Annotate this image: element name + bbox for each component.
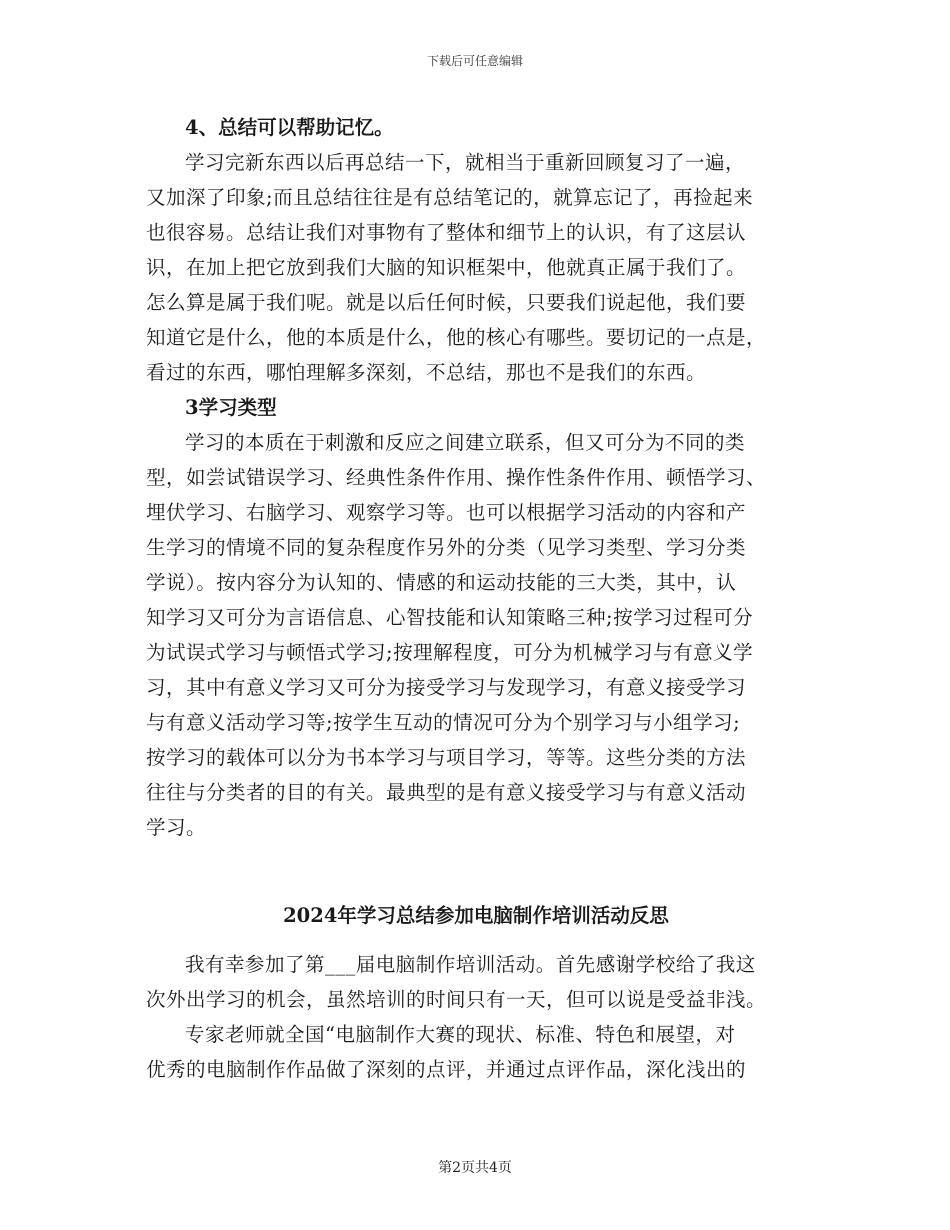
page-footer: 第2页共4页 bbox=[438, 1160, 512, 1176]
section-3-line-11: 往往与分类者的目的有关。最典型的是有意义接受学习与有意义活动 bbox=[146, 781, 747, 804]
section-4-line-2: 又加深了印象;而且总结往往是有总结笔记的，就算忘记了，再捡起来 bbox=[146, 186, 754, 209]
article-para-1-line-1: 我有幸参加了第___届电脑制作培训活动。首先感谢学校给了我这 bbox=[185, 953, 756, 976]
section-3-line-1: 学习的本质在于刺激和反应之间建立联系，但又可分为不同的类 bbox=[185, 431, 746, 454]
section-4-heading: 4、总结可以帮助记忆。 bbox=[185, 116, 394, 139]
section-3-line-9: 与有意义活动学习等;按学生互动的情况可分为个别学习与小组学习; bbox=[146, 711, 741, 734]
section-3-line-5: 学说）。按内容分为认知的、情感的和运动技能的三大类，其中，认 bbox=[146, 571, 737, 594]
section-3-heading: 3学习类型 bbox=[185, 396, 277, 419]
page-header: 下载后可任意编辑 bbox=[426, 54, 523, 68]
section-3-line-8: 习，其中有意义学习又可分为接受学习与发现学习，有意义接受学习 bbox=[146, 676, 747, 699]
article-title: 2024年学习总结参加电脑制作培训活动反思 bbox=[283, 904, 669, 927]
article-para-2-line-1: 专家老师就全国“电脑制作大赛的现状、标准、特色和展望，对 bbox=[185, 1023, 736, 1046]
section-4-line-1: 学习完新东西以后再总结一下，就相当于重新回顾复习了一遍， bbox=[185, 151, 746, 174]
section-3-line-10: 按学习的载体可以分为书本学习与项目学习，等等。这些分类的方法 bbox=[146, 746, 747, 769]
section-3-line-4: 生学习的情境不同的复杂程度作另外的分类（见学习类型、学习分类 bbox=[146, 536, 747, 559]
section-4-line-7: 看过的东西，哪怕理解多深刻，不总结，那也不是我们的东西。 bbox=[146, 361, 707, 384]
section-4-line-4: 识，在加上把它放到我们大脑的知识框架中，他就真正属于我们了。 bbox=[146, 256, 747, 279]
article bbox=[146, 898, 806, 933]
section-4 bbox=[146, 110, 806, 390]
section-3-line-7: 为试误式学习与顿悟式学习;按理解程度，可分为机械学习与有意义学 bbox=[146, 641, 754, 664]
section-3 bbox=[146, 390, 806, 845]
article-body bbox=[146, 947, 806, 1087]
section-4-line-3: 也很容易。总结让我们对事物有了整体和细节上的认识，有了这层认 bbox=[146, 221, 747, 244]
section-3-line-3: 埋伏学习、右脑学习、观察学习等。也可以根据学习活动的内容和产 bbox=[146, 501, 747, 524]
article-para-1-line-2: 次外出学习的机会，虽然培训的时间只有一天，但可以说是受益非浅。 bbox=[146, 988, 767, 1011]
article-para-2-line-2: 优秀的电脑制作作品做了深刻的点评，并通过点评作品，深化浅出的 bbox=[146, 1058, 747, 1081]
section-3-line-12: 学习。 bbox=[146, 816, 207, 839]
section-4-line-5: 怎么算是属于我们呢。就是以后任何时候，只要我们说起他，我们要 bbox=[146, 291, 747, 314]
section-3-line-6: 知学习又可分为言语信息、心智技能和认知策略三种;按学习过程可分 bbox=[146, 606, 754, 629]
section-3-line-2: 型，如尝试错误学习、经典性条件作用、操作性条件作用、顿悟学习、 bbox=[146, 466, 767, 489]
section-4-line-6: 知道它是什么，他的本质是什么，他的核心有哪些。要切记的一点是， bbox=[146, 326, 767, 349]
